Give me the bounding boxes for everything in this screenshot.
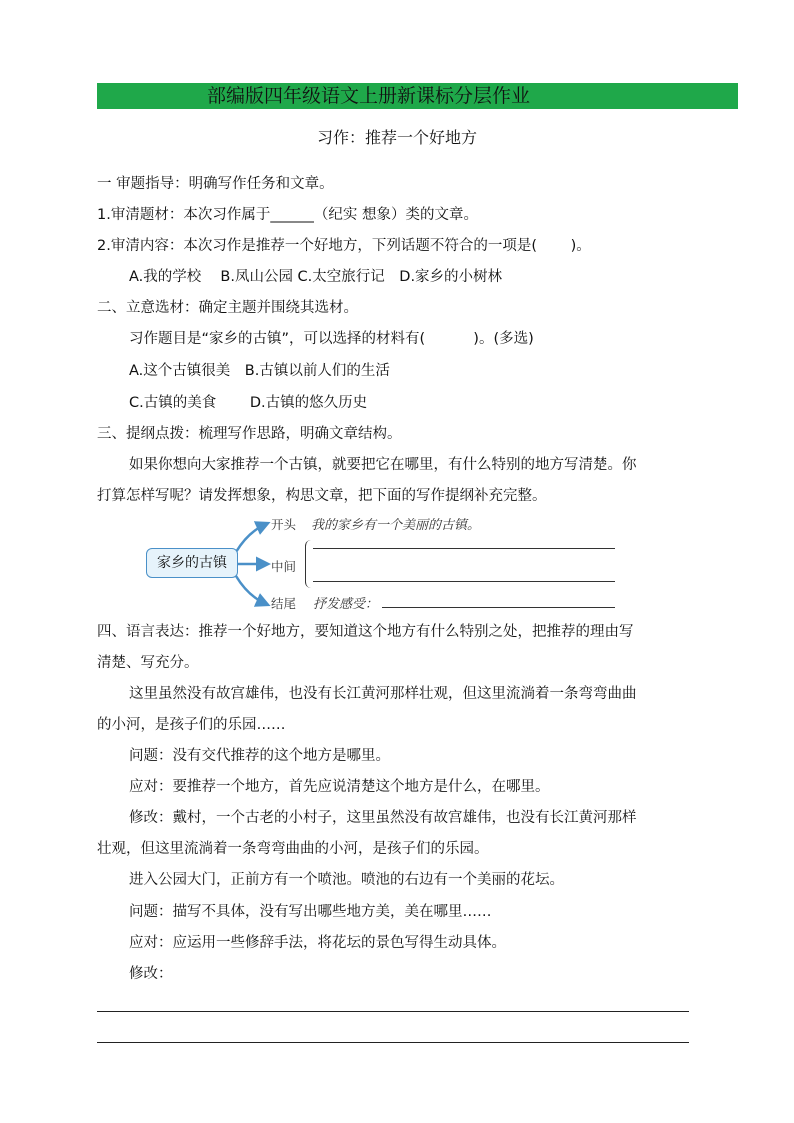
outline-start-text: 我的家乡有一个美丽的古镇。 [311,518,481,533]
section3-paragraph-line2: 打算怎样写呢？请发挥想象，构思文章，把下面的写作提纲补充完整。 [97,488,547,504]
outline-middle-label: 中间 [271,559,297,574]
section4-heading-line1: 四、语言表达：推荐一个好地方，要知道这个地方有什么特别之处，把推荐的理由写 [97,624,634,640]
outline-center-node: 家乡的古镇 [146,548,238,578]
outline-middle-bracket [305,540,312,588]
revision-2-label: 修改： [129,966,173,982]
example1-line1: 这里虽然没有故宫雄伟，也没有长江黄河那样壮观，但这里流淌着一条弯弯曲曲 [129,686,637,702]
section2-heading: 二、立意选材：确定主题并围绕其选材。 [97,300,358,316]
example-2: 进入公园大门，正前方有一个喷池。喷池的右边有一个美丽的花坛。 [129,872,564,888]
section3-paragraph-line1: 如果你想向大家推荐一个古镇，就要把它在哪里，有什么特别的地方写清楚。你 [129,457,637,473]
section3-heading: 三、提纲点拨：梳理写作思路，明确文章结构。 [97,426,402,442]
answer-line-1[interactable] [97,1011,689,1012]
question-2-options: A.我的学校 B.凤山公园 C.太空旅行记 D.家乡的小树林 [129,269,503,285]
banner-title: 部编版四年级语文上册新课标分层作业 [207,85,531,107]
problem-2: 问题：描写不具体，没有写出哪些地方美，美在哪里…… [129,904,492,920]
arrow-to-start [236,524,266,552]
section2-options-b: C.古镇的美食 D.古镇的悠久历史 [129,395,368,411]
response-2: 应对：应运用一些修辞手法，将花坛的景色写得生动具体。 [129,935,506,951]
outline-end-text: 抒发感受： [313,597,379,612]
example1-line2: 的小河，是孩子们的乐园…… [97,717,286,733]
problem-1: 问题：没有交代推荐的这个地方是哪里。 [129,748,390,764]
response-1: 应对：要推荐一个地方，首先应说清楚这个地方是什么，在哪里。 [129,779,550,795]
outline-start-label: 开头 [271,517,297,532]
outline-middle-blank-1[interactable] [313,548,615,549]
question-2: 2.审清内容：本次习作是推荐一个好地方，下列话题不符合的一项是( )。 [97,238,591,254]
page-subtitle: 习作：推荐一个好地方 [316,128,477,147]
revision-1-line1: 修改：戴村，一个古老的小村子，这里虽然没有故宫雄伟，也没有长江黄河那样 [129,810,637,826]
outline-end-label: 结尾 [271,596,297,611]
section2-prompt: 习作题目是“家乡的古镇”，可以选择的材料有( )。(多选) [129,331,534,347]
answer-line-2[interactable] [97,1042,689,1043]
revision-1-line2: 壮观，但这里流淌着一条弯弯曲曲的小河，是孩子们的乐园。 [97,841,489,857]
outline-end-blank[interactable] [382,607,615,608]
question-1: 1.审清题材：本次习作属于______（纪实 想象）类的文章。 [97,207,478,223]
arrow-to-end [236,576,266,604]
section1-heading: 一 审题指导：明确写作任务和文章。 [97,176,334,192]
section2-options-a: A.这个古镇很美 B.古镇以前人们的生活 [129,363,390,379]
section4-heading-line2: 清楚、写充分。 [97,655,199,671]
outline-middle-blank-2[interactable] [313,581,615,582]
